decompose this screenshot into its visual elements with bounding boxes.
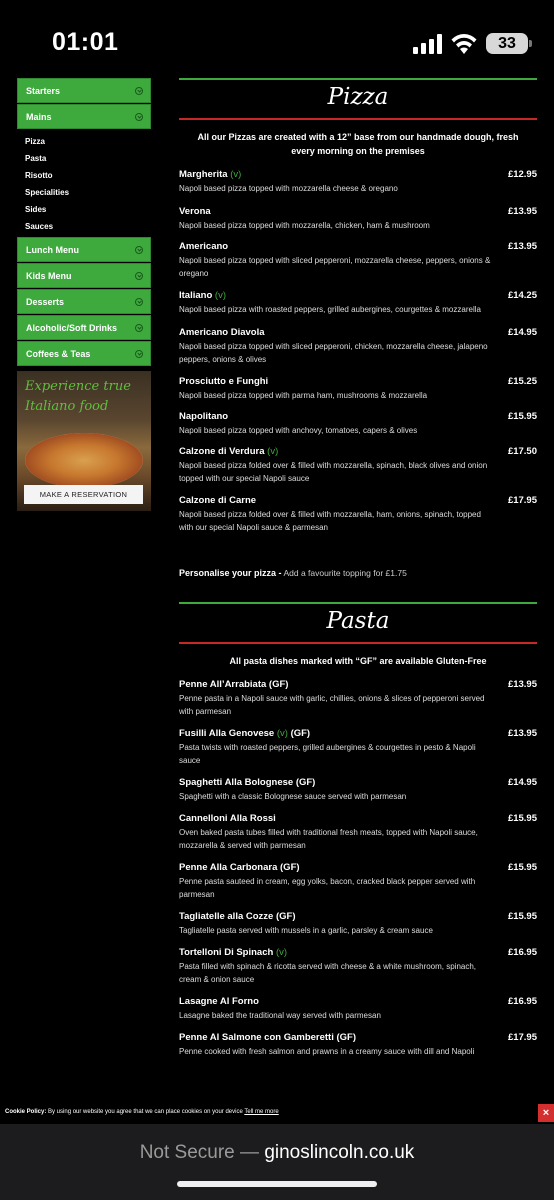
item-name: [179, 240, 497, 254]
item-name: [179, 776, 497, 790]
menu-item: [179, 946, 537, 986]
cellular-signal-icon: [413, 34, 443, 54]
vegetarian-badge: (v): [276, 728, 288, 739]
menu-item: [179, 910, 537, 937]
cookie-text: [5, 1109, 279, 1115]
item-title: Cannelloni Alla Rossi: [179, 813, 276, 824]
status-bar: [0, 0, 554, 78]
url-display[interactable]: [0, 1142, 554, 1164]
chevron-down-icon: [135, 272, 143, 280]
item-price: £15.95: [507, 862, 537, 873]
sidebar-item-label: Alcoholic/Soft Drinks: [26, 323, 118, 333]
item-description: Oven baked pasta tubes filled with traditional fresh meats, topped with Napoli sauce, mozzarella & served with parmesan: [179, 828, 478, 850]
section-intro: All pasta dishes marked with “GF” are available Gluten-Free: [229, 656, 487, 666]
sidebar-item-label: Starters: [26, 86, 61, 96]
sidebar-item-drinks[interactable]: [17, 315, 151, 340]
mains-submenu: [17, 130, 151, 237]
item-price: £17.95: [507, 495, 537, 506]
item-description: Pasta filled with spinach & ricotta served with cheese & a white mushroom, spinach, cream & onion sauce: [179, 962, 477, 984]
item-title: Penne All’Arrabiata (GF): [179, 679, 289, 690]
chevron-down-icon: [135, 324, 143, 332]
item-title: Americano Diavola: [179, 327, 265, 338]
pasta-list: [179, 678, 537, 1058]
section-title: Pasta: [326, 608, 390, 634]
item-description: Napoli based pizza topped with sliced pepperoni, mozzarella cheese, peppers, onions & oregano: [179, 256, 491, 278]
item-name: [179, 410, 497, 424]
item-title: Fusilli Alla Genovese: [179, 728, 275, 739]
menu-item: [179, 326, 537, 366]
item-name: [179, 995, 497, 1009]
item-price: £17.95: [507, 1032, 537, 1043]
chevron-down-icon: [135, 246, 143, 254]
menu-item: [179, 494, 537, 534]
submenu-item-pasta[interactable]: Pasta: [25, 154, 47, 163]
item-title: Verona: [179, 206, 211, 217]
menu-item: [179, 861, 537, 901]
menu-item: [179, 1031, 537, 1058]
item-description: Lasagne baked the traditional way served with parmesan: [179, 1011, 381, 1020]
close-icon[interactable]: ×: [538, 1104, 554, 1122]
menu-item: [179, 445, 537, 485]
item-title: Spaghetti Alla Bolognese (GF): [179, 777, 316, 788]
reservation-promo: [17, 371, 151, 511]
item-price: £15.25: [507, 376, 537, 387]
menu-item: [179, 812, 537, 852]
item-name: [179, 205, 497, 219]
item-title: Americano: [179, 241, 229, 252]
sidebar-item-lunch-menu[interactable]: [17, 237, 151, 262]
item-description: Tagliatelle pasta served with mussels in a garlic, parsley & cream sauce: [179, 926, 433, 935]
item-description: Napoli based pizza topped with parma ham, mushrooms & mozzarella: [179, 391, 428, 400]
item-title: Tagliatelle alla Cozze (GF): [179, 911, 296, 922]
item-price: £13.95: [507, 728, 537, 739]
item-description: Napoli based pizza folded over & filled with mozzarella, spinach, black olives and onion topped with our special Napoli sauce: [179, 461, 488, 483]
sidebar-item-label: Lunch Menu: [26, 245, 79, 255]
menu-item: [179, 727, 537, 767]
cookie-title: Cookie Policy:: [5, 1109, 47, 1115]
item-price: £15.95: [507, 911, 537, 922]
submenu-item-risotto[interactable]: Risotto: [25, 171, 53, 180]
item-description: Penne pasta in a Napoli sauce with garlic, chillies, onions & slices of pepperoni served with parmesan: [179, 694, 485, 716]
note-text: Add a favourite topping for £1.75: [283, 568, 407, 578]
pizza-list: [179, 168, 537, 534]
item-name: [179, 289, 497, 303]
submenu-item-pizza[interactable]: Pizza: [25, 137, 46, 146]
item-name: [179, 812, 497, 826]
sidebar-item-label: Desserts: [26, 297, 65, 307]
vegetarian-badge: (v): [230, 169, 242, 180]
item-title: Prosciutto e Funghi: [179, 376, 269, 387]
chevron-down-icon: [135, 298, 143, 306]
item-name: [179, 326, 497, 340]
item-name: [179, 727, 497, 741]
sidebar-item-label: Kids Menu: [26, 271, 72, 281]
item-description: Napoli based pizza topped with mozzarella, chicken, ham & mushroom: [179, 221, 430, 230]
item-price: £16.95: [507, 947, 537, 958]
item-name: [179, 678, 497, 692]
chevron-down-icon: [135, 350, 143, 358]
submenu-item-specialities[interactable]: Specialities: [25, 188, 70, 197]
item-price: £13.95: [507, 679, 537, 690]
menu-item: [179, 375, 537, 402]
chevron-down-icon: [135, 87, 143, 95]
item-name: [179, 1031, 497, 1045]
item-description: Pasta twists with roasted peppers, grilled aubergines & courgettes in pesto & Napoli sauce: [179, 743, 476, 765]
menu-item: [179, 410, 537, 437]
item-price: £14.95: [507, 777, 537, 788]
note-bold: Personalise your pizza -: [179, 568, 282, 578]
pasta-section-header: [179, 602, 537, 642]
item-title: Penne Al Salmone con Gamberetti (GF): [179, 1032, 357, 1043]
item-price: £14.95: [507, 327, 537, 338]
item-price: £16.95: [507, 996, 537, 1007]
battery-icon: 33: [486, 33, 528, 54]
item-price: £15.95: [507, 411, 537, 422]
cookie-more-link[interactable]: Tell me more: [244, 1109, 279, 1115]
sidebar-item-coffees-teas[interactable]: [17, 341, 151, 366]
clock: 01:01: [52, 28, 119, 56]
item-name: [179, 910, 497, 924]
cookie-message: By using our website you agree that we can place cookies on your device: [48, 1109, 243, 1115]
item-title: Italiano: [179, 290, 213, 301]
item-title: Lasagne Al Forno: [179, 996, 259, 1007]
item-description: Penne cooked with fresh salmon and prawns in a creamy sauce with dill and Napoli: [179, 1047, 475, 1056]
promo-tagline: Experience true Italiano food: [25, 379, 131, 414]
item-description: Napoli based pizza topped with sliced pepperoni, chicken, mozzarella cheese, jalapeno peppers, onions & olives: [179, 342, 488, 364]
item-price: £15.95: [507, 813, 537, 824]
menu-item: [179, 168, 537, 195]
item-price: £17.50: [507, 446, 537, 457]
cookie-banner: [0, 1104, 554, 1124]
domain-label: ginoslincoln.co.uk: [264, 1142, 415, 1163]
menu-item: [179, 995, 537, 1022]
sidebar-item-starters[interactable]: [17, 78, 151, 103]
make-reservation-button[interactable]: MAKE A RESERVATION: [24, 485, 143, 504]
item-description: Napoli based pizza topped with anchovy, tomatoes, capers & olives: [179, 426, 418, 435]
item-title: Napolitano: [179, 411, 229, 422]
submenu-item-sauces[interactable]: Sauces: [25, 222, 54, 231]
not-secure-label: Not Secure —: [139, 1142, 260, 1163]
item-price: £13.95: [507, 241, 537, 252]
menu-item: [179, 678, 537, 718]
item-title: Margherita: [179, 169, 228, 180]
item-description: Napoli based pizza with roasted peppers, grilled aubergines, courgettes & mozzarella: [179, 305, 481, 314]
item-price: £14.25: [507, 290, 537, 301]
item-name: [179, 168, 497, 182]
item-name: [179, 861, 497, 875]
item-name: [179, 494, 497, 508]
sidebar-item-label: Mains: [26, 112, 52, 122]
chevron-down-icon: [135, 113, 143, 121]
vegetarian-badge: (v): [214, 290, 226, 301]
sidebar-item-desserts[interactable]: [17, 289, 151, 314]
item-name: [179, 946, 497, 960]
submenu-item-sides[interactable]: Sides: [25, 205, 47, 214]
battery-tip: [529, 40, 532, 47]
section-intro: All our Pizzas are created with a 12” base from our handmade dough, fresh every morning on the premises: [197, 132, 519, 156]
menu-item: [179, 240, 537, 280]
personalise-note: [179, 566, 537, 580]
item-title: Calzone di Verdura: [179, 446, 265, 457]
item-title: Tortelloni Di Spinach: [179, 947, 274, 958]
vegetarian-badge: (v): [275, 947, 288, 958]
sidebar-item-mains[interactable]: [17, 104, 151, 129]
item-description: Penne pasta sauteed in cream, egg yolks, bacon, cracked black pepper served with parmesan: [179, 877, 476, 899]
sidebar-item-label: Coffees & Teas: [26, 349, 91, 359]
menu-item: [179, 289, 537, 316]
vegetarian-badge: (v): [267, 446, 279, 457]
pasta-dish-image: [25, 433, 143, 488]
sidebar-item-kids-menu[interactable]: [17, 263, 151, 288]
pizza-section-header: [179, 78, 537, 118]
wifi-icon: [450, 32, 478, 54]
item-description: Napoli based pizza topped with mozzarella cheese & oregano: [179, 184, 398, 193]
menu-sidebar: [17, 78, 151, 367]
home-indicator[interactable]: [177, 1181, 377, 1187]
browser-url-bar[interactable]: [0, 1124, 554, 1200]
item-description: Spaghetti with a classic Bolognese sauce served with parmesan: [179, 792, 407, 801]
item-description: Napoli based pizza folded over & filled with mozzarella, ham, onions, spinach, topped with our special Napoli sauce & parmesan: [179, 510, 481, 532]
section-title: Pizza: [327, 84, 389, 110]
gluten-free-badge: (GF): [290, 728, 311, 739]
item-name: [179, 375, 497, 389]
menu-item: [179, 776, 537, 803]
item-price: £12.95: [507, 169, 537, 180]
item-price: £13.95: [507, 206, 537, 217]
item-title: Calzone di Carne: [179, 495, 257, 506]
item-name: [179, 445, 497, 459]
menu-content: [179, 78, 537, 1058]
item-title: Penne Alla Carbonara (GF): [179, 862, 300, 873]
menu-item: [179, 205, 537, 232]
